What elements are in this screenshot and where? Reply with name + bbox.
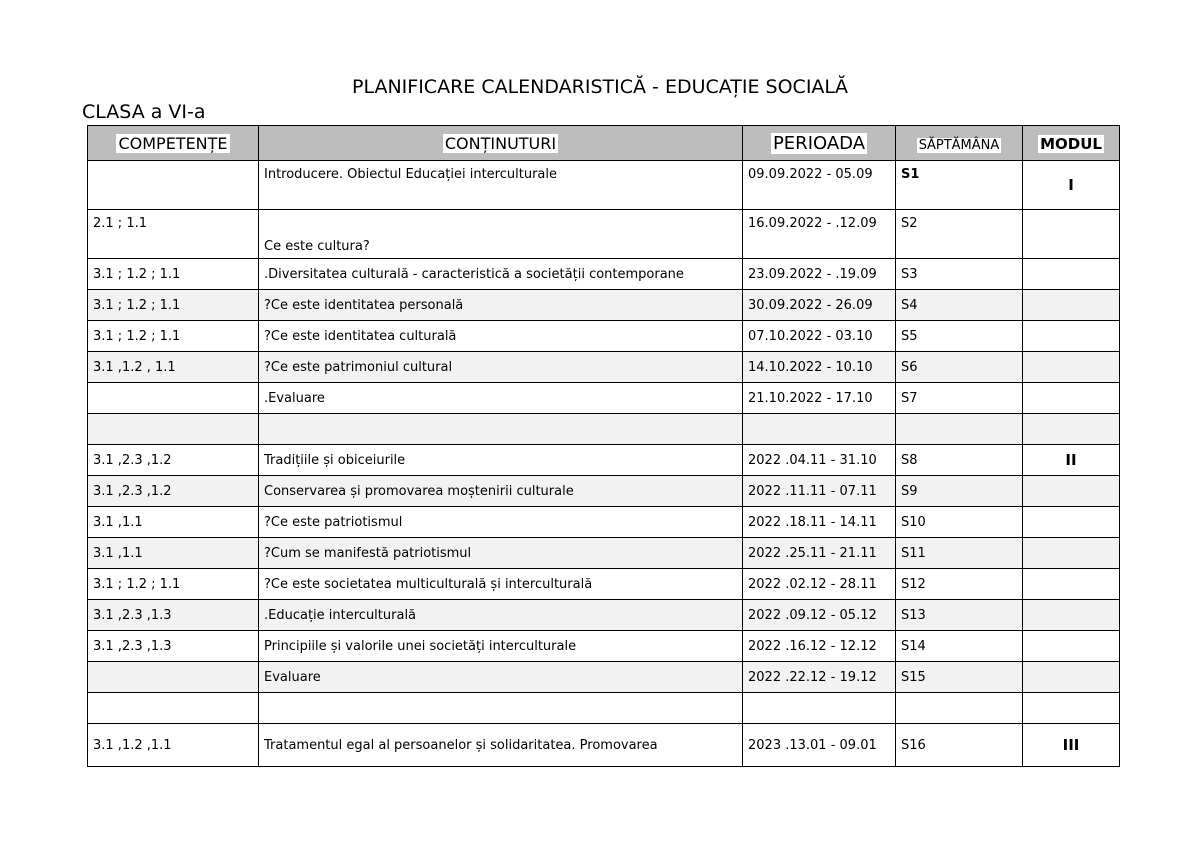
competente-cell: 3.1 ,1.1 [88, 538, 259, 569]
competente-cell: 3.1 ; 1.2 ; 1.1 [88, 259, 259, 290]
competente-cell [88, 414, 259, 445]
perioada-cell: 2022 .16.12 - 12.12 [743, 631, 896, 662]
perioada-cell: 16.09.2022 - .12.09 [743, 210, 896, 259]
page-title: PLANIFICARE CALENDARISTICĂ - EDUCAȚIE SOCIALĂ [351, 76, 849, 98]
saptamana-cell: S15 [896, 662, 1023, 693]
modul-cell [1023, 569, 1120, 600]
table-row [88, 290, 1120, 321]
perioada-cell: 21.10.2022 - 17.10 [743, 383, 896, 414]
competente-cell [88, 161, 259, 210]
table-row [88, 538, 1120, 569]
header-competente-label: COMPETENȚE [118, 133, 228, 153]
modul-cell [1023, 352, 1120, 383]
competente-cell: 3.1 ; 1.2 ; 1.1 [88, 569, 259, 600]
competente-cell: 3.1 ,2.3 ,1.3 [88, 631, 259, 662]
saptamana-cell: S7 [896, 383, 1023, 414]
continuturi-cell: Introducere. Obiectul Educației interculturale [259, 161, 743, 210]
saptamana-cell: S14 [896, 631, 1023, 662]
table-row [88, 210, 1120, 259]
table-row [88, 445, 1120, 476]
perioada-cell: 2022 .18.11 - 14.11 [743, 507, 896, 538]
table-row [88, 662, 1120, 693]
modul-cell: III [1023, 724, 1120, 767]
continuturi-cell: Principiile și valorile unei societăți interculturale [259, 631, 743, 662]
perioada-cell: 07.10.2022 - 03.10 [743, 321, 896, 352]
competente-cell: 3.1 ,2.3 ,1.2 [88, 476, 259, 507]
header-competente [88, 126, 259, 161]
competente-cell [88, 383, 259, 414]
perioada-cell: 14.10.2022 - 10.10 [743, 352, 896, 383]
table-row [88, 631, 1120, 662]
competente-cell: 3.1 ,1.2 , 1.1 [88, 352, 259, 383]
class-label: CLASA a VI-a [82, 101, 206, 123]
saptamana-cell: S16 [896, 724, 1023, 767]
continuturi-cell: ?Ce este identitatea culturală [259, 321, 743, 352]
competente-cell [88, 662, 259, 693]
continuturi-cell: ?Ce este patrimoniul cultural [259, 352, 743, 383]
modul-cell [1023, 662, 1120, 693]
continuturi-cell [259, 414, 743, 445]
modul-cell [1023, 414, 1120, 445]
header-saptamana [896, 126, 1023, 161]
saptamana-cell: S1 [896, 161, 1023, 210]
saptamana-cell: S4 [896, 290, 1023, 321]
header-perioada-label: PERIOADA [772, 132, 866, 154]
table-row [88, 383, 1120, 414]
saptamana-cell [896, 414, 1023, 445]
modul-cell [1023, 210, 1120, 259]
table-row [88, 414, 1120, 445]
table-row [88, 724, 1120, 767]
saptamana-cell: S5 [896, 321, 1023, 352]
saptamana-cell: S9 [896, 476, 1023, 507]
saptamana-cell: S6 [896, 352, 1023, 383]
table-row [88, 476, 1120, 507]
saptamana-cell [896, 693, 1023, 724]
competente-cell: 3.1 ; 1.2 ; 1.1 [88, 321, 259, 352]
modul-cell [1023, 507, 1120, 538]
modul-cell [1023, 259, 1120, 290]
saptamana-cell: S12 [896, 569, 1023, 600]
continuturi-cell: .Diversitatea culturală - caracteristică a societății contemporane [259, 259, 743, 290]
perioada-cell [743, 414, 896, 445]
header-saptamana-label: SĂPTĂMÂNA [918, 137, 1000, 153]
perioada-cell: 2022 .02.12 - 28.11 [743, 569, 896, 600]
header-modul-label: MODUL [1040, 134, 1102, 153]
continuturi-cell: .Educație interculturală [259, 600, 743, 631]
continuturi-cell: Ce este cultura? [259, 210, 743, 259]
table-row [88, 321, 1120, 352]
competente-cell: 2.1 ; 1.1 [88, 210, 259, 259]
saptamana-cell: S10 [896, 507, 1023, 538]
modul-cell [1023, 476, 1120, 507]
modul-cell [1023, 538, 1120, 569]
modul-cell: I [1023, 161, 1120, 210]
continuturi-cell: Conservarea și promovarea moștenirii culturale [259, 476, 743, 507]
perioada-cell [743, 693, 896, 724]
table-row [88, 352, 1120, 383]
competente-cell [88, 693, 259, 724]
saptamana-cell: S3 [896, 259, 1023, 290]
continuturi-cell: Tradițiile și obiceiurile [259, 445, 743, 476]
continuturi-cell: ?Cum se manifestă patriotismul [259, 538, 743, 569]
competente-cell: 3.1 ,2.3 ,1.2 [88, 445, 259, 476]
modul-cell [1023, 600, 1120, 631]
table-row [88, 693, 1120, 724]
planning-table [87, 125, 1120, 767]
continuturi-cell: Evaluare [259, 662, 743, 693]
perioada-cell: 2022 .11.11 - 07.11 [743, 476, 896, 507]
continuturi-cell [259, 693, 743, 724]
table-header-row [88, 126, 1120, 161]
perioada-cell: 23.09.2022 - .19.09 [743, 259, 896, 290]
header-modul [1023, 126, 1120, 161]
table-row [88, 600, 1120, 631]
continuturi-cell: ?Ce este patriotismul [259, 507, 743, 538]
header-continuturi [259, 126, 743, 161]
competente-cell: 3.1 ,1.1 [88, 507, 259, 538]
table-row [88, 507, 1120, 538]
perioada-cell: 09.09.2022 - 05.09 [743, 161, 896, 210]
modul-cell [1023, 631, 1120, 662]
competente-cell: 3.1 ; 1.2 ; 1.1 [88, 290, 259, 321]
saptamana-cell: S11 [896, 538, 1023, 569]
competente-cell: 3.1 ,2.3 ,1.3 [88, 600, 259, 631]
perioada-cell: 2022 .04.11 - 31.10 [743, 445, 896, 476]
perioada-cell: 2022 .09.12 - 05.12 [743, 600, 896, 631]
modul-cell [1023, 693, 1120, 724]
continuturi-cell: ?Ce este societatea multiculturală și interculturală [259, 569, 743, 600]
saptamana-cell: S8 [896, 445, 1023, 476]
continuturi-cell: Tratamentul egal al persoanelor și solidaritatea. Promovarea [259, 724, 743, 767]
saptamana-cell: S2 [896, 210, 1023, 259]
modul-cell: II [1023, 445, 1120, 476]
perioada-cell: 2023 .13.01 - 09.01 [743, 724, 896, 767]
perioada-cell: 2022 .22.12 - 19.12 [743, 662, 896, 693]
modul-cell [1023, 321, 1120, 352]
saptamana-cell: S13 [896, 600, 1023, 631]
perioada-cell: 30.09.2022 - 26.09 [743, 290, 896, 321]
continuturi-cell: ?Ce este identitatea personală [259, 290, 743, 321]
header-continuturi-label: CONȚINUTURI [444, 133, 557, 153]
table-row [88, 259, 1120, 290]
table-row [88, 569, 1120, 600]
continuturi-cell: .Evaluare [259, 383, 743, 414]
modul-cell [1023, 383, 1120, 414]
modul-cell [1023, 290, 1120, 321]
competente-cell: 3.1 ,1.2 ,1.1 [88, 724, 259, 767]
table-row [88, 161, 1120, 210]
perioada-cell: 2022 .25.11 - 21.11 [743, 538, 896, 569]
header-perioada [743, 126, 896, 161]
